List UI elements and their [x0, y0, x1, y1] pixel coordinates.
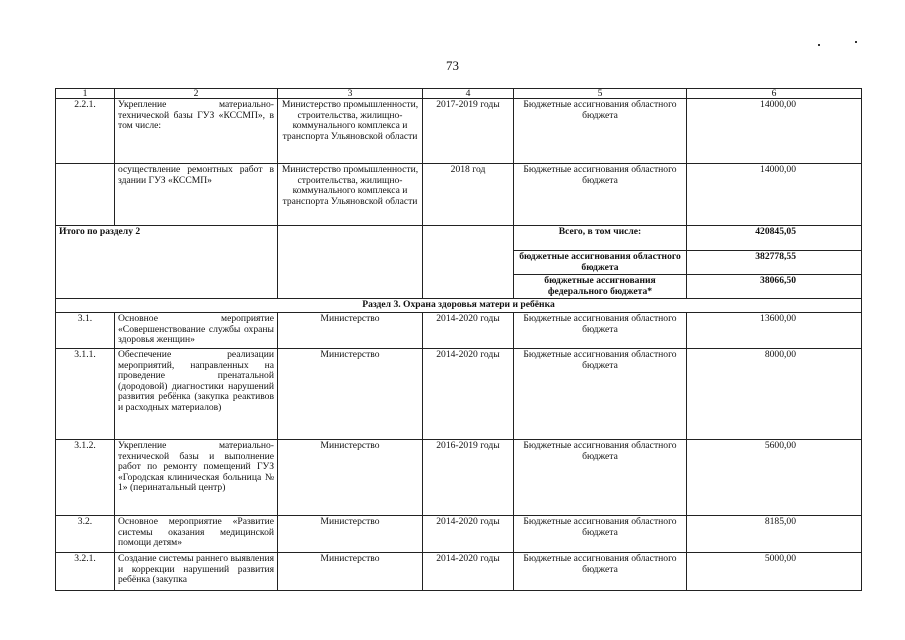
amount: 5000,00 — [687, 552, 862, 590]
column-number: 2 — [115, 89, 278, 99]
empty-cell — [278, 226, 423, 299]
row-number: 3.2.1. — [56, 552, 115, 590]
total-federal-value: 38066,50 — [687, 275, 862, 299]
table-row — [56, 164, 862, 226]
activity-name: Укрепление материально-технической базы и выполнение работ по ремонту помещений ГУЗ «Городская клиническая больница № 1» (перинатальный центр) — [115, 439, 278, 515]
period: 2017-2019 годы — [423, 99, 514, 164]
empty-cell — [423, 226, 514, 299]
amount: 8000,00 — [687, 348, 862, 439]
amount: 13600,00 — [687, 312, 862, 348]
executor: Министерство — [278, 312, 423, 348]
funding-source: Бюджетные ассигнования областного бюджета — [514, 164, 687, 226]
total-all-value: 420845,05 — [687, 226, 862, 251]
total-federal-label: бюджетные ассигнования федерального бюджета* — [514, 275, 687, 299]
activity-name: Основное мероприятие «Совершенствование службы охраны здоровья женщин» — [115, 312, 278, 348]
executor: Министерство — [278, 348, 423, 439]
table-row — [56, 348, 862, 439]
table-row — [56, 552, 862, 590]
column-number: 6 — [687, 89, 862, 99]
section-row — [56, 299, 862, 313]
scan-speck — [818, 44, 820, 46]
funding-source: Бюджетные ассигнования областного бюджета — [514, 312, 687, 348]
period: 2014-2020 годы — [423, 552, 514, 590]
funding-source: Бюджетные ассигнования областного бюджета — [514, 348, 687, 439]
amount: 5600,00 — [687, 439, 862, 515]
table-row — [56, 439, 862, 515]
column-number: 4 — [423, 89, 514, 99]
activity-name: Создание системы раннего выявления и коррекции нарушений развития ребёнка (закупка — [115, 552, 278, 590]
row-number: 3.1. — [56, 312, 115, 348]
activity-name: Обеспечение реализации мероприятий, направленных на проведение пренатальной (дородовой) диагностики нарушений развития ребёнка (закупка реактивов и расходных материалов) — [115, 348, 278, 439]
page-number: 73 — [446, 58, 459, 73]
activity-name: Укрепление материально-технической базы ГУЗ «КССМП», в том числе: — [115, 99, 278, 164]
funding-source: Бюджетные ассигнования областного бюджета — [514, 515, 687, 552]
budget-table — [55, 88, 862, 591]
table-row — [56, 515, 862, 552]
column-number: 3 — [278, 89, 423, 99]
activity-name: осуществление ремонтных работ в здании ГУЗ «КССМП» — [115, 164, 278, 226]
row-number: 3.1.2. — [56, 439, 115, 515]
table-row — [56, 99, 862, 164]
row-number: 2.2.1. — [56, 99, 115, 164]
executor: Министерство промышленности, строительства, жилищно-коммунального комплекса и транспорта Ульяновской области — [278, 164, 423, 226]
column-number: 1 — [56, 89, 115, 99]
column-number-row — [56, 89, 862, 99]
total-regional-label: бюджетные ассигнования областного бюджета — [514, 251, 687, 275]
funding-source: Бюджетные ассигнования областного бюджета — [514, 439, 687, 515]
activity-name: Основное мероприятие «Развитие системы оказания медицинской помощи детям» — [115, 515, 278, 552]
row-number: 3.2. — [56, 515, 115, 552]
executor: Министерство — [278, 515, 423, 552]
executor: Министерство — [278, 552, 423, 590]
total-row — [56, 226, 862, 251]
total-label: Итого по разделу 2 — [56, 226, 278, 299]
column-number: 5 — [514, 89, 687, 99]
funding-source: Бюджетные ассигнования областного бюджета — [514, 99, 687, 164]
row-number — [56, 164, 115, 226]
period: 2018 год — [423, 164, 514, 226]
section-title: Раздел 3. Охрана здоровья матери и ребёнка — [56, 299, 862, 313]
executor: Министерство — [278, 439, 423, 515]
scan-speck — [855, 41, 857, 43]
amount: 14000,00 — [687, 99, 862, 164]
row-number: 3.1.1. — [56, 348, 115, 439]
table-row — [56, 312, 862, 348]
funding-source: Бюджетные ассигнования областного бюджета — [514, 552, 687, 590]
period: 2014-2020 годы — [423, 348, 514, 439]
amount: 14000,00 — [687, 164, 862, 226]
period: 2014-2020 годы — [423, 312, 514, 348]
total-regional-value: 382778,55 — [687, 251, 862, 275]
total-all-label: Всего, в том числе: — [514, 226, 687, 251]
period: 2014-2020 годы — [423, 515, 514, 552]
amount: 8185,00 — [687, 515, 862, 552]
executor: Министерство промышленности, строительства, жилищно-коммунального комплекса и транспорта Ульяновской области — [278, 99, 423, 164]
period: 2016-2019 годы — [423, 439, 514, 515]
